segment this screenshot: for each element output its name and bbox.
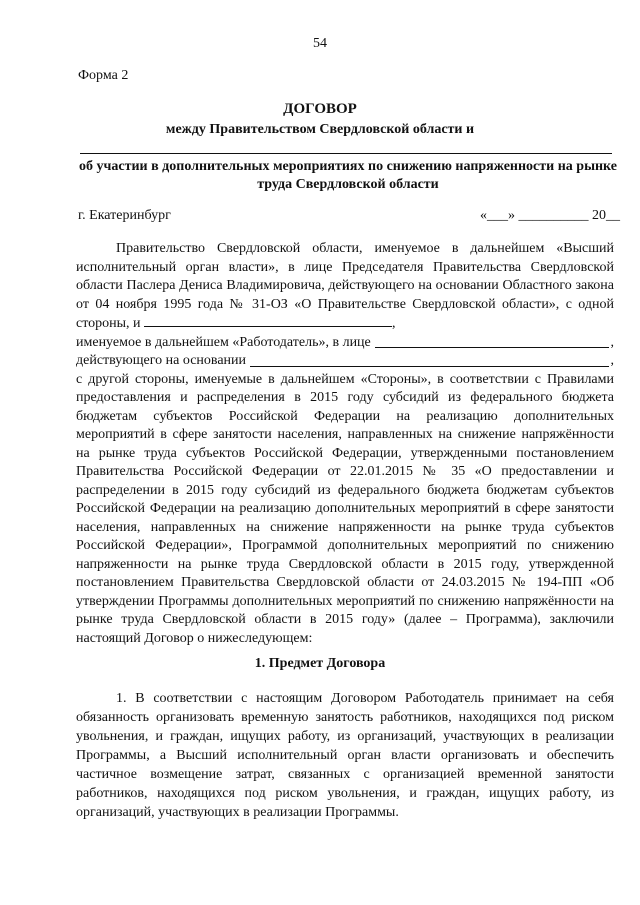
date-template: «___» __________ 20__ <box>480 208 620 223</box>
place-date-row <box>78 208 620 224</box>
preamble-text-1: Правительство Свердловской области, именуемое в дальнейшем «Высший исполнительный орган власти», в лице Председателя Правительства Свердловской области Паслера Дениса Владимировича, действующего на основании Областного закона от 04 ноября 1995 года № 31-ОЗ «О Правительстве Свердловской области», с одной стороны, и <box>76 241 614 331</box>
document-subtitle: между Правительством Свердловской области и <box>165 122 475 137</box>
document-title: ДОГОВОР <box>283 101 357 117</box>
section-1-title: 1. Предмет Договора <box>254 656 386 671</box>
section-1-paragraph-1: 1. В соответствии с настоящим Договором Работодатель принимает на себя обязанность организовать временную занятость работников, находящихся под риском увольнения, и граждан, ищущих работу, из организаций, участвующих в реализации Программы, а Высший исполнительный орган власти организовать и обеспечить частичное возмещение затрат, связанных с организацией временной занятости работников, находящихся под риском увольнения, и граждан, ищущих работу, из организаций, участвующих в реализации Программы. <box>76 691 614 820</box>
counterparty-blank <box>144 314 392 327</box>
preamble-paragraph-2: с другой стороны, именуемые в дальнейшем «Стороны», в соответствии с Правилами предоставления и распределения в 2015 году субсидий из федерального бюджета бюджетам субъектов Российской Федерации на реализацию дополнительных мероприятий в сфере занятости населения, направленных на снижение напряжённости на рынке труда субъектов Российской Федерации, утвержденными постановлением Правительства Российской Федерации от 22.01.2015 № 35 «О предоставлении и распределении в 2015 году субсидий из федерального бюджета бюджетам субъектов Российской Федерации на реализацию дополнительных мероприятий в сфере занятости населения, направленных на снижение напряженности на рынке труда субъектов Российской Федерации», Программой дополнительных мероприятий по снижению напряженности на рынке труда Свердловской области в 2015 году, утвержденной постановлением Правительства Свердловской области от 24.03.2015 № 194-ПП «Об утверждении Программы дополнительных мероприятий по снижению напряжённости на рынке труда Свердловской области в 2015 году» (далее – Программа), заключили настоящий Договор о нижеследующем: <box>76 371 614 646</box>
party-name-blank-line <box>80 153 612 154</box>
section-1-body <box>76 689 614 822</box>
page-number: 54 <box>313 36 327 51</box>
representative-blank <box>375 347 609 348</box>
document-subject: об участии в дополнительных мероприятиях по снижению напряженности на рынке труда Свердловской области <box>78 159 617 192</box>
preamble-paragraph-1: Правительство Свердловской области, именуемое в дальнейшем «Высший исполнительный орган власти», в лице Председателя Правительства Свердловской области Паслера Дениса Владимировича, действующего на основании Областного закона от 04 ноября 1995 года № 31-ОЗ «О Правительстве Свердловской области», с одной стороны, и , <box>76 241 614 331</box>
basis-line-text: действующего на основании <box>76 353 247 368</box>
form-label: Форма 2 <box>78 68 129 83</box>
employer-line: именуемое в дальнейшем «Работодатель», в лице , <box>76 334 614 353</box>
basis-line: действующего на основании , <box>76 352 614 371</box>
preamble <box>76 240 614 648</box>
city: г. Екатеринбург <box>78 208 171 223</box>
basis-blank <box>250 366 608 367</box>
employer-line-text: именуемое в дальнейшем «Работодатель», в лице <box>76 334 371 350</box>
